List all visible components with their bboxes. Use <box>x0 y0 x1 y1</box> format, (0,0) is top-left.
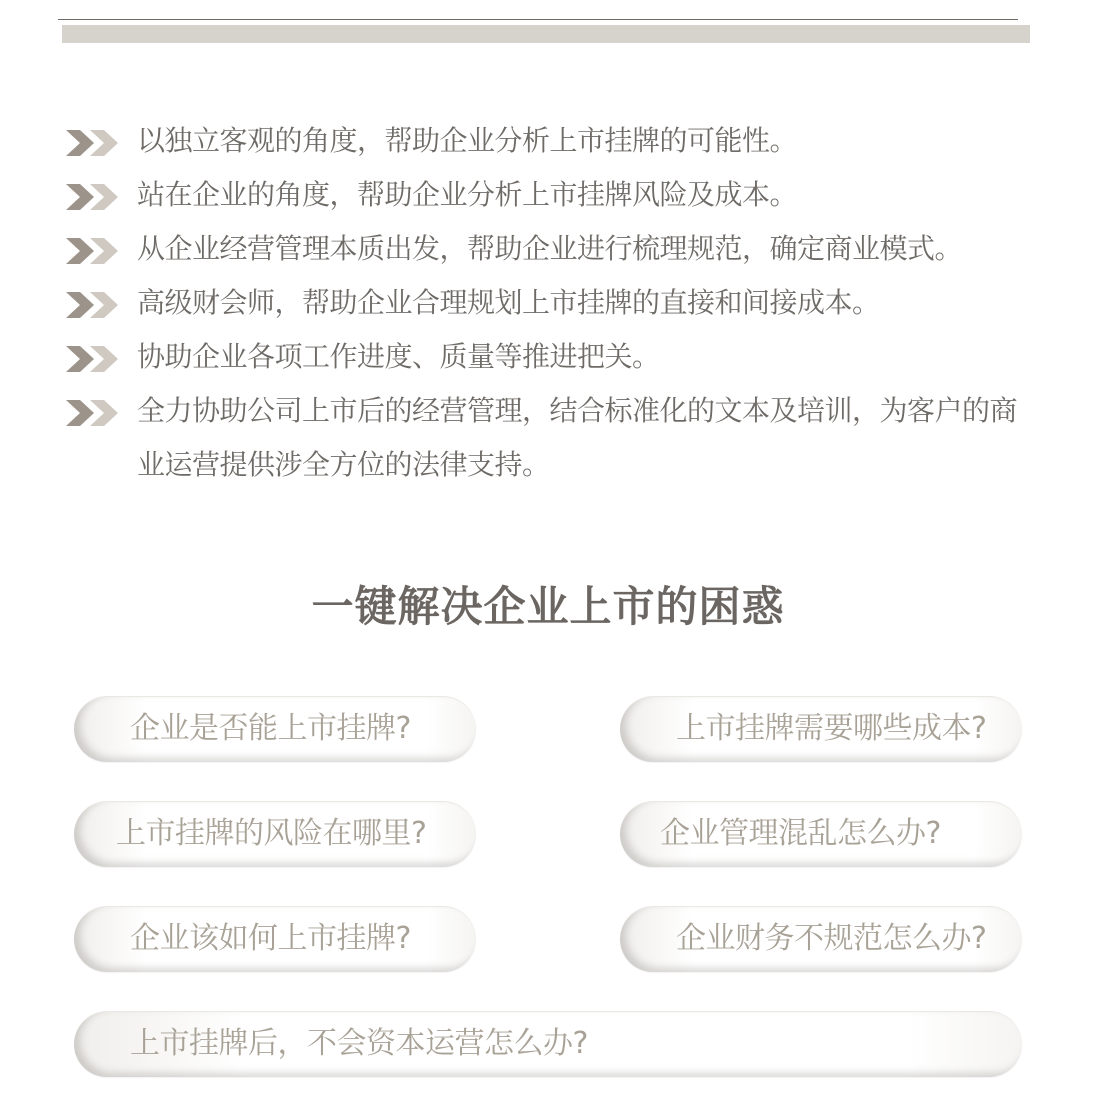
bullet-item <box>66 222 1066 276</box>
question-button[interactable] <box>620 906 1022 972</box>
question-label: 上市挂牌需要哪些成本? <box>676 711 987 746</box>
question-button[interactable] <box>74 1011 1022 1077</box>
bullet-item <box>66 330 1066 384</box>
question-button[interactable] <box>74 696 476 762</box>
bullet-text: 全力协助公司上市后的经营管理，结合标准化的文本及培训，为客户的商业运营提供涉全方位的法律支持。 <box>137 394 1018 481</box>
bullet-text: 高级财会师，帮助企业合理规划上市挂牌的直接和间接成本。 <box>137 286 880 319</box>
question-label: 企业财务不规范怎么办? <box>676 921 987 956</box>
question-label: 上市挂牌后，不会资本运营怎么办? <box>130 1026 588 1061</box>
question-button[interactable] <box>620 696 1022 762</box>
bullet-text: 协助企业各项工作进度、质量等推进把关。 <box>137 340 660 373</box>
question-label: 企业是否能上市挂牌? <box>130 711 411 746</box>
service-bullet-list <box>66 114 1066 492</box>
question-button[interactable] <box>620 801 1022 867</box>
top-decorative-band <box>62 25 1030 43</box>
question-label: 上市挂牌的风险在哪里? <box>116 816 427 851</box>
double-chevron-right-icon <box>66 234 124 268</box>
question-button[interactable] <box>74 801 476 867</box>
bullet-text: 站在企业的角度，帮助企业分析上市挂牌风险及成本。 <box>137 178 798 211</box>
double-chevron-right-icon <box>66 396 124 430</box>
bullet-text: 以独立客观的角度，帮助企业分析上市挂牌的可能性。 <box>137 124 798 157</box>
question-label: 企业该如何上市挂牌? <box>130 921 411 956</box>
bullet-item <box>66 276 1066 330</box>
double-chevron-right-icon <box>66 342 124 376</box>
bullet-item <box>66 114 1066 168</box>
double-chevron-right-icon <box>66 288 124 322</box>
double-chevron-right-icon <box>66 126 124 160</box>
bullet-item <box>66 168 1066 222</box>
double-chevron-right-icon <box>66 180 124 214</box>
top-divider-line <box>58 19 1018 20</box>
question-label: 企业管理混乱怎么办? <box>660 816 941 851</box>
bullet-item <box>66 384 1029 492</box>
question-button[interactable] <box>74 906 476 972</box>
section-title: 一键解决企业上市的困惑 <box>311 582 785 631</box>
bullet-text: 从企业经营管理本质出发，帮助企业进行梳理规范，确定商业模式。 <box>137 232 963 265</box>
